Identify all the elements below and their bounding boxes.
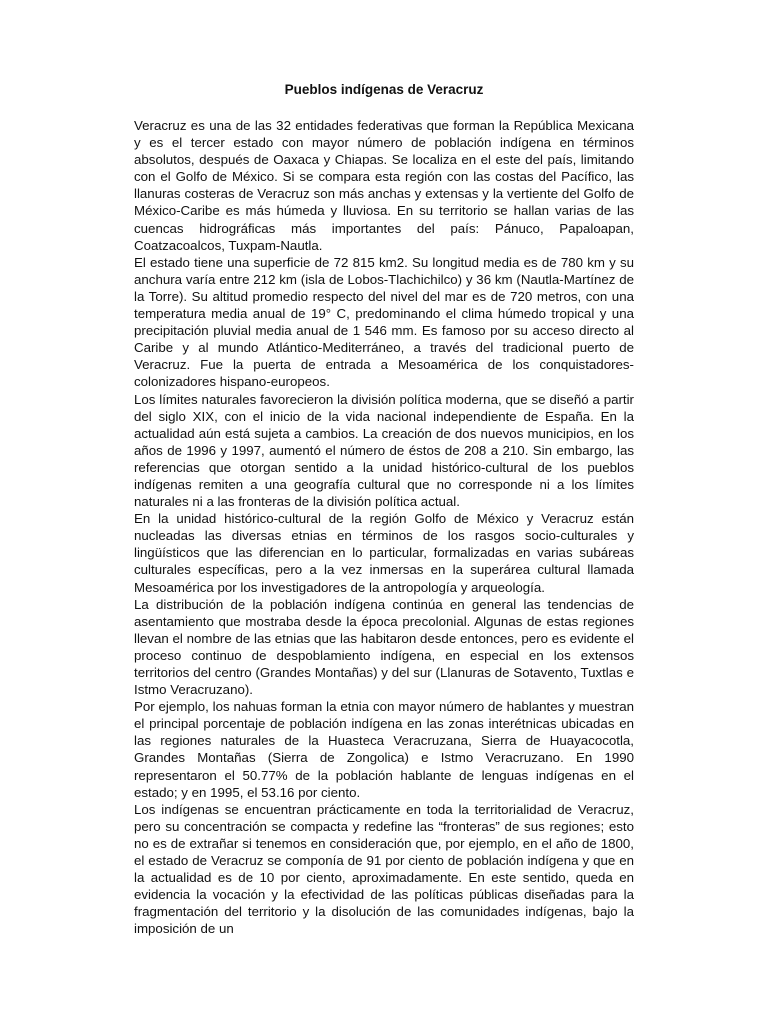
document-title: Pueblos indígenas de Veracruz — [284, 82, 484, 97]
paragraph-2: El estado tiene una superficie de 72 815 km2. Su longitud media es de 780 km y su anchura varía entre 212 km (isla de Lobos-Tlachichilco) y 36 km (Nautla-Martínez de la Torre). Su altitud promedio respecto del nivel del mar es de 720 metros, con una temperatura media anual de 19° C, predominando el clima húmedo tropical y una precipitación pluvial media anual de 1 546 mm. Es famoso por su acceso directo al Caribe y al mundo Atlántico-Mediterráneo, a través del tradicional puerto de Veracruz. Fue la puerta de entrada a Mesoamérica de los conquistadores-colonizadores hispano-europeos. — [134, 254, 634, 390]
paragraph-4: En la unidad histórico-cultural de la región Golfo de México y Veracruz están nucleadas las diversas etnias en términos de los rasgos socio-culturales y lingüísticos que las diferencian en lo particular, formalizadas en varias subáreas culturales específicas, pero a la vez inmersas en la superárea cultural llamada Mesoamérica por los investigadores de la antropología y arqueología. — [134, 511, 634, 595]
paragraph-6: Por ejemplo, los nahuas forman la etnia con mayor número de hablantes y muestran el principal porcentaje de población indígena en las zonas interétnicas ubicadas en las regiones naturales de la Huasteca Veracruzana, Sierra de Huayacocotla, Grandes Montañas (Sierra de Zongolica) e Istmo Veracruzano. En 1990 representaron el 50.77% de la población hablante de lenguas indígenas en el estado; y en 1995, el 53.16 por ciento. — [134, 699, 634, 800]
paragraph-5: La distribución de la población indígena continúa en general las tendencias de asentamiento que mostraba desde la época precolonial. Algunas de estas regiones llevan el nombre de las etnias que las habitaron desde entonces, pero es evidente el proceso continuo de despoblamiento indígena, en especial en los extensos territorios del centro (Grandes Montañas) y del sur (Llanuras de Sotavento, Tuxtlas e Istmo Veracruzano). — [134, 596, 634, 698]
paragraph-3: Los límites naturales favorecieron la división política moderna, que se diseñó a partir del siglo XIX, con el inicio de la vida nacional independiente de España. En la actualidad aún está sujeta a cambios. La creación de dos nuevos municipios, en los años de 1996 y 1997, aumentó el número de éstos de 208 a 210. Sin embargo, las referencias que otorgan sentido a la unidad histórico-cultural de los pueblos indígenas remiten a una geografía cultural que no corresponde ni a los límites naturales ni a las fronteras de la división política actual. — [134, 391, 634, 510]
paragraph-1: Veracruz es una de las 32 entidades federativas que forman la República Mexicana y es el tercer estado con mayor número de población indígena en términos absolutos, después de Oaxaca y Chiapas. Se localiza en el este del país, limitando con el Golfo de México. Si se compara esta región con las costas del Pacífico, las llanuras costeras de Veracruz son más anchas y extensas y la vertiente del Golfo de México-Caribe es más húmeda y lluviosa. En su territorio se hallan varias de las cuencas hidrográficas más importantes del país: Pánuco, Papaloapan, Coatzacoalcos, Tuxpam-Nautla. — [134, 118, 634, 253]
document-body — [134, 117, 634, 938]
paragraph-7: Los indígenas se encuentran prácticamente en toda la territorialidad de Veracruz, pero su concentración se compacta y redefine las “fronteras” de sus regiones; esto no es de extrañar si tenemos en consideración que, por ejemplo, en el año de 1800, el estado de Veracruz se componía de 91 por ciento de población indígena y que en la actualidad es de 10 por ciento, aproximadamente. En este sentido, queda en evidencia la vocación y la efectividad de las políticas públicas diseñadas para la fragmentación del territorio y la disolución de las comunidades indígenas, bajo la imposición de un — [134, 801, 634, 937]
